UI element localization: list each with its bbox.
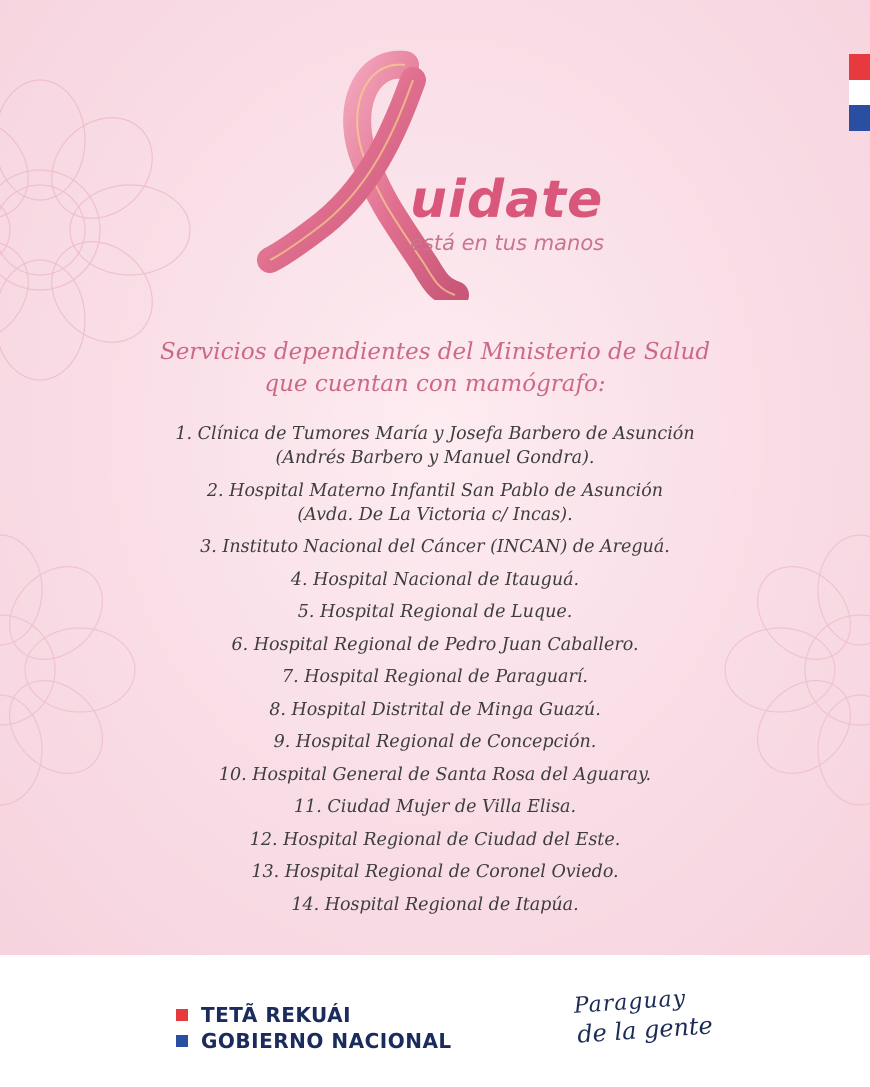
service-name: 7. Hospital Regional de Paraguarí. (282, 667, 588, 687)
page-heading-line1: Servicios dependientes del Ministerio de Salud (159, 339, 711, 365)
list-item (0, 633, 870, 657)
blue-square-icon (176, 1035, 188, 1047)
service-name: 9. Hospital Regional de Concepción. (273, 732, 597, 752)
service-name: 3. Instituto Nacional del Cáncer (INCAN) de Areguá. (200, 537, 670, 557)
gov-name: TETÃ REKUÁI (201, 1003, 352, 1027)
services-list (0, 422, 870, 925)
service-name: 5. Hospital Regional de Luque. (297, 602, 573, 622)
government-logo (176, 1002, 452, 1054)
flag-white-stripe (849, 80, 870, 106)
list-item (0, 828, 870, 852)
page-heading-line2: que cuentan con mamógrafo: (264, 371, 606, 397)
flag-blue-stripe (849, 105, 870, 131)
list-item (0, 600, 870, 624)
service-name: 13. Hospital Regional de Coronel Oviedo. (251, 862, 619, 882)
list-item (0, 698, 870, 722)
service-name: 1. Clínica de Tumores María y Josefa Barbero de Asunción (175, 424, 695, 444)
list-item (0, 763, 870, 787)
list-item (0, 795, 870, 819)
list-item (0, 568, 870, 592)
gov-line-2 (176, 1028, 452, 1054)
gov-line-1 (176, 1002, 452, 1028)
list-item (0, 860, 870, 884)
paraguay-de-la-gente-logo (545, 986, 715, 1049)
logo-word: uidate (410, 170, 604, 230)
service-name: 12. Hospital Regional de Ciudad del Este. (249, 829, 621, 850)
service-address: (Avda. De La Victoria c/ Incas). (297, 504, 573, 525)
list-item (0, 730, 870, 754)
service-name: 6. Hospital Regional de Pedro Juan Caballero. (231, 634, 639, 655)
list-item (0, 422, 870, 470)
logo-tagline: está en tus manos (410, 231, 605, 255)
gov-subtitle: GOBIERNO NACIONAL (201, 1029, 452, 1053)
cuidate-logo (255, 50, 635, 300)
list-item (0, 665, 870, 689)
service-name: 8. Hospital Distrital de Minga Guazú. (269, 699, 601, 720)
service-address: (Andrés Barbero y Manuel Gondra). (275, 448, 595, 468)
list-item (0, 479, 870, 527)
brand-line1: Paraguay (573, 986, 687, 1019)
flag-red-stripe (849, 54, 870, 80)
service-name: 14. Hospital Regional de Itapúa. (291, 894, 579, 915)
service-name: 10. Hospital General de Santa Rosa del Aguaray. (218, 764, 652, 785)
red-square-icon (176, 1009, 188, 1021)
service-name: 11. Ciudad Mujer de Villa Elisa. (293, 797, 577, 817)
list-item (0, 893, 870, 917)
service-name: 4. Hospital Nacional de Itauguá. (290, 569, 580, 590)
list-item (0, 535, 870, 559)
brand-line2: de la gente (576, 1011, 714, 1049)
service-name: 2. Hospital Materno Infantil San Pablo de Asunción (206, 480, 664, 501)
paraguay-flag-icon (849, 54, 870, 131)
